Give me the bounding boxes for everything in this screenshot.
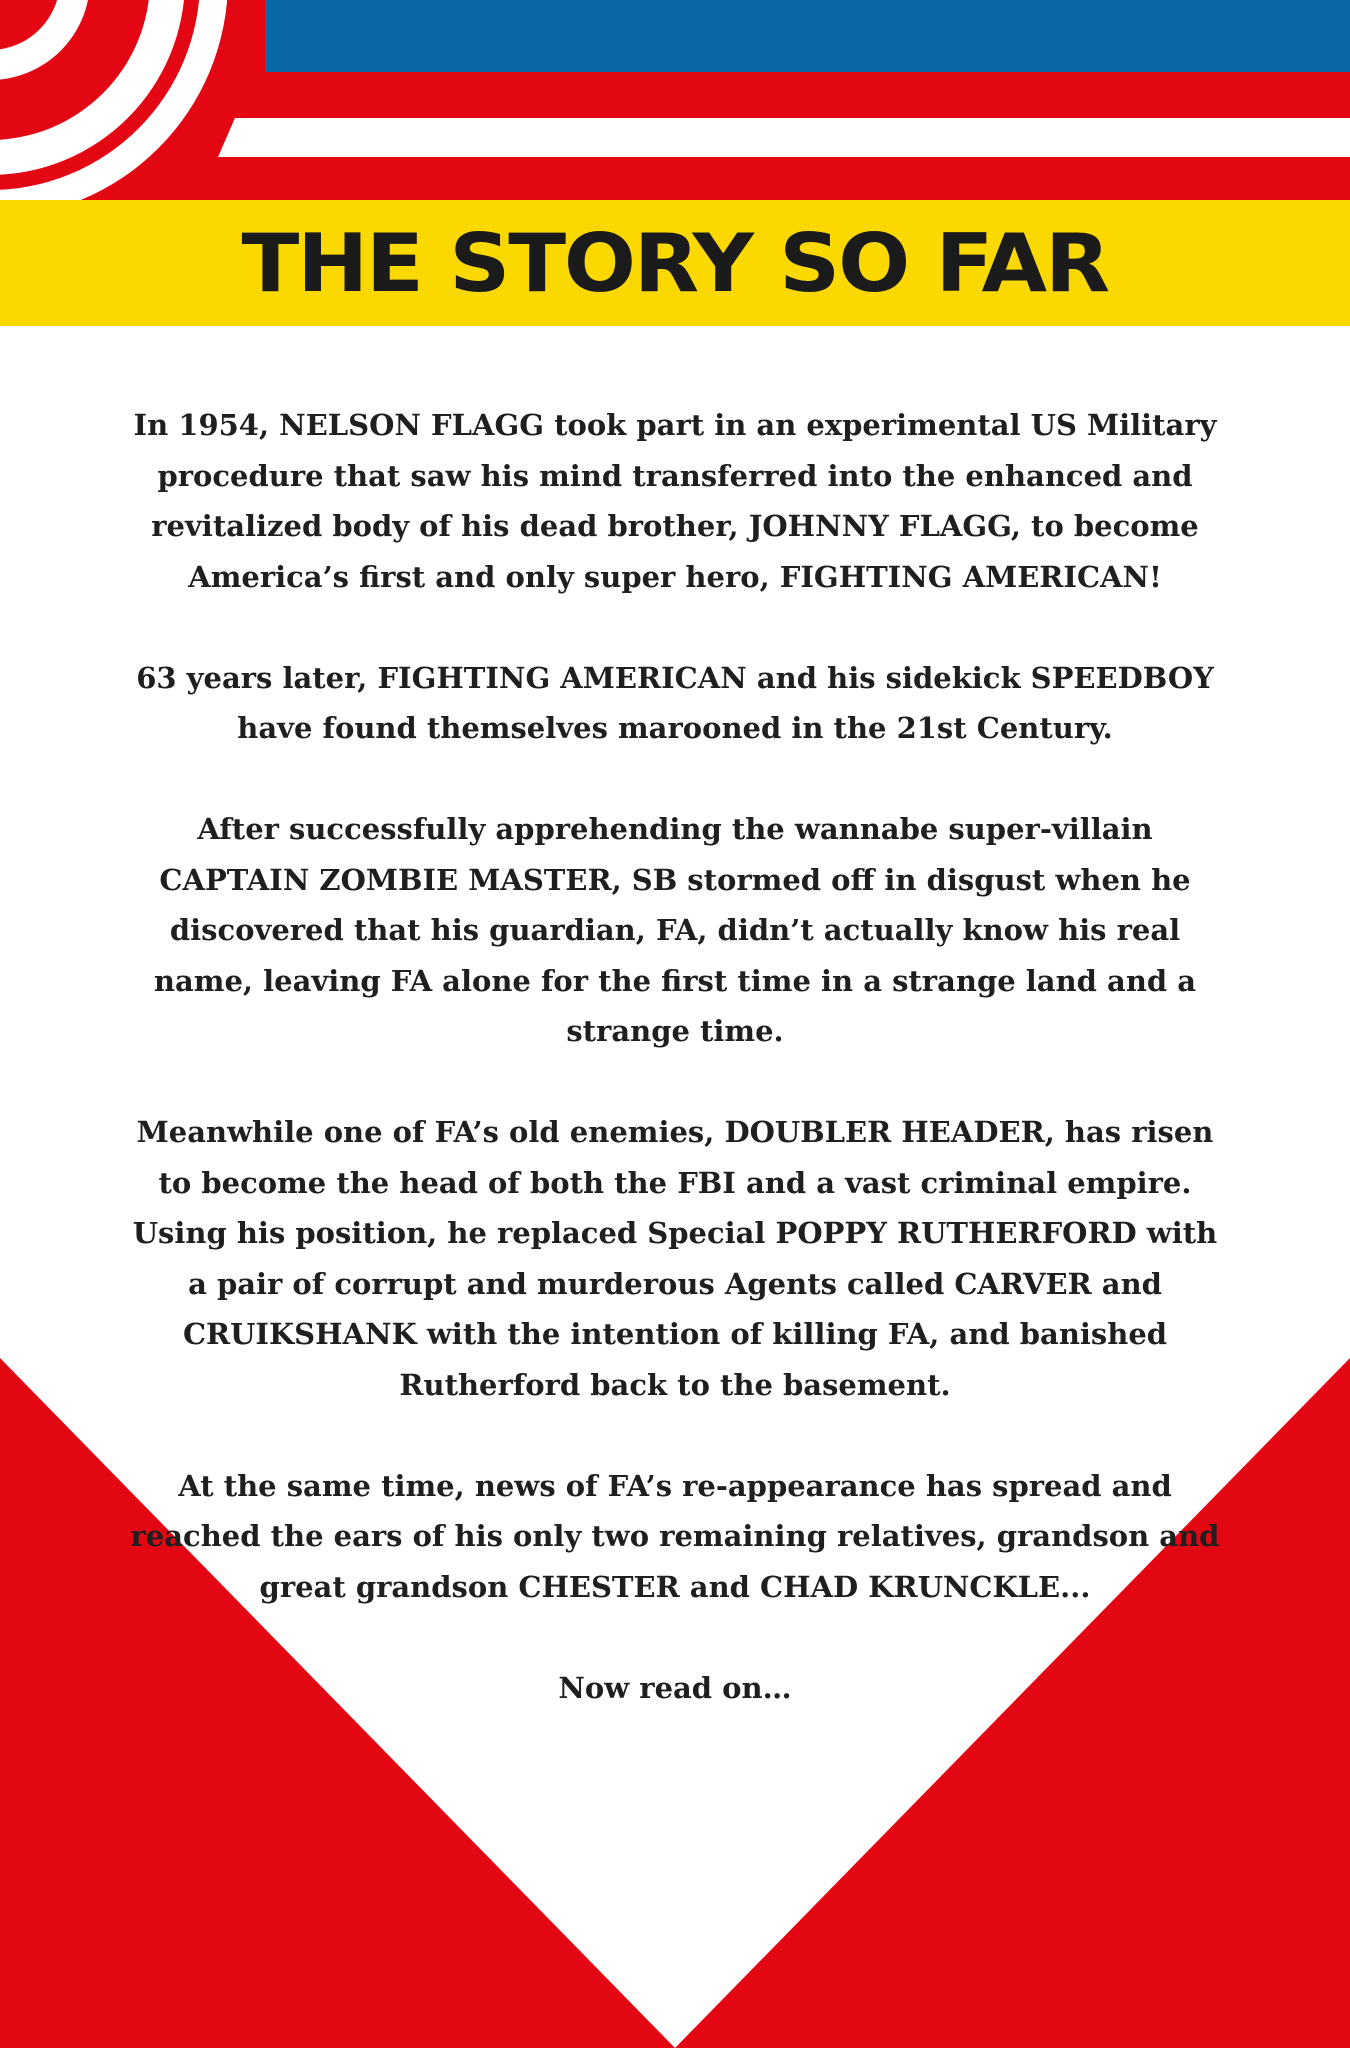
story-paragraph: At the same time, news of FA’s re-appearance has spread and reached the ears of his only two remaining relatives, grandson and great grandson CHESTER and CHAD KRUNCKLE... [130, 1468, 1220, 1604]
header-blue-field [265, 0, 1350, 72]
story-paragraph: 63 years later, FIGHTING AMERICAN and his sidekick SPEEDBOY have found themselves marooned in the 21st Century. [136, 660, 1214, 745]
story-paragraph: In 1954, NELSON FLAGG took part in an experimental US Military procedure that saw his mind transferred into the enhanced and revitalized body of his dead brother, JOHNNY FLAGG, to become America’s first and only super hero, FIGHTING AMERICAN! [133, 408, 1217, 594]
story-paragraph: After successfully apprehending the wannabe super-villain CAPTAIN ZOMBIE MASTER, SB stormed off in disgust when he discovered that his guardian, FA, didn’t actually know his real name, leaving FA alone for the first time in a strange land and a strange time. [153, 812, 1197, 1048]
read-on-text: Now read on… [558, 1670, 792, 1705]
title-banner [0, 200, 1350, 326]
story-text [120, 400, 1230, 1713]
story-paragraph: Meanwhile one of FA’s old enemies, DOUBLER HEADER, has risen to become the head of both the FBI and a vast criminal empire. Using his position, he replaced Special POPPY RUTHERFORD with a pair of corrupt and murderous Agents called CARVER and CRUIKSHANK with the intention of killing FA, and banished Rutherford back to the basement. [132, 1115, 1218, 1402]
page-title: THE STORY SO FAR [241, 216, 1109, 310]
header-white-stripe [218, 118, 1350, 157]
